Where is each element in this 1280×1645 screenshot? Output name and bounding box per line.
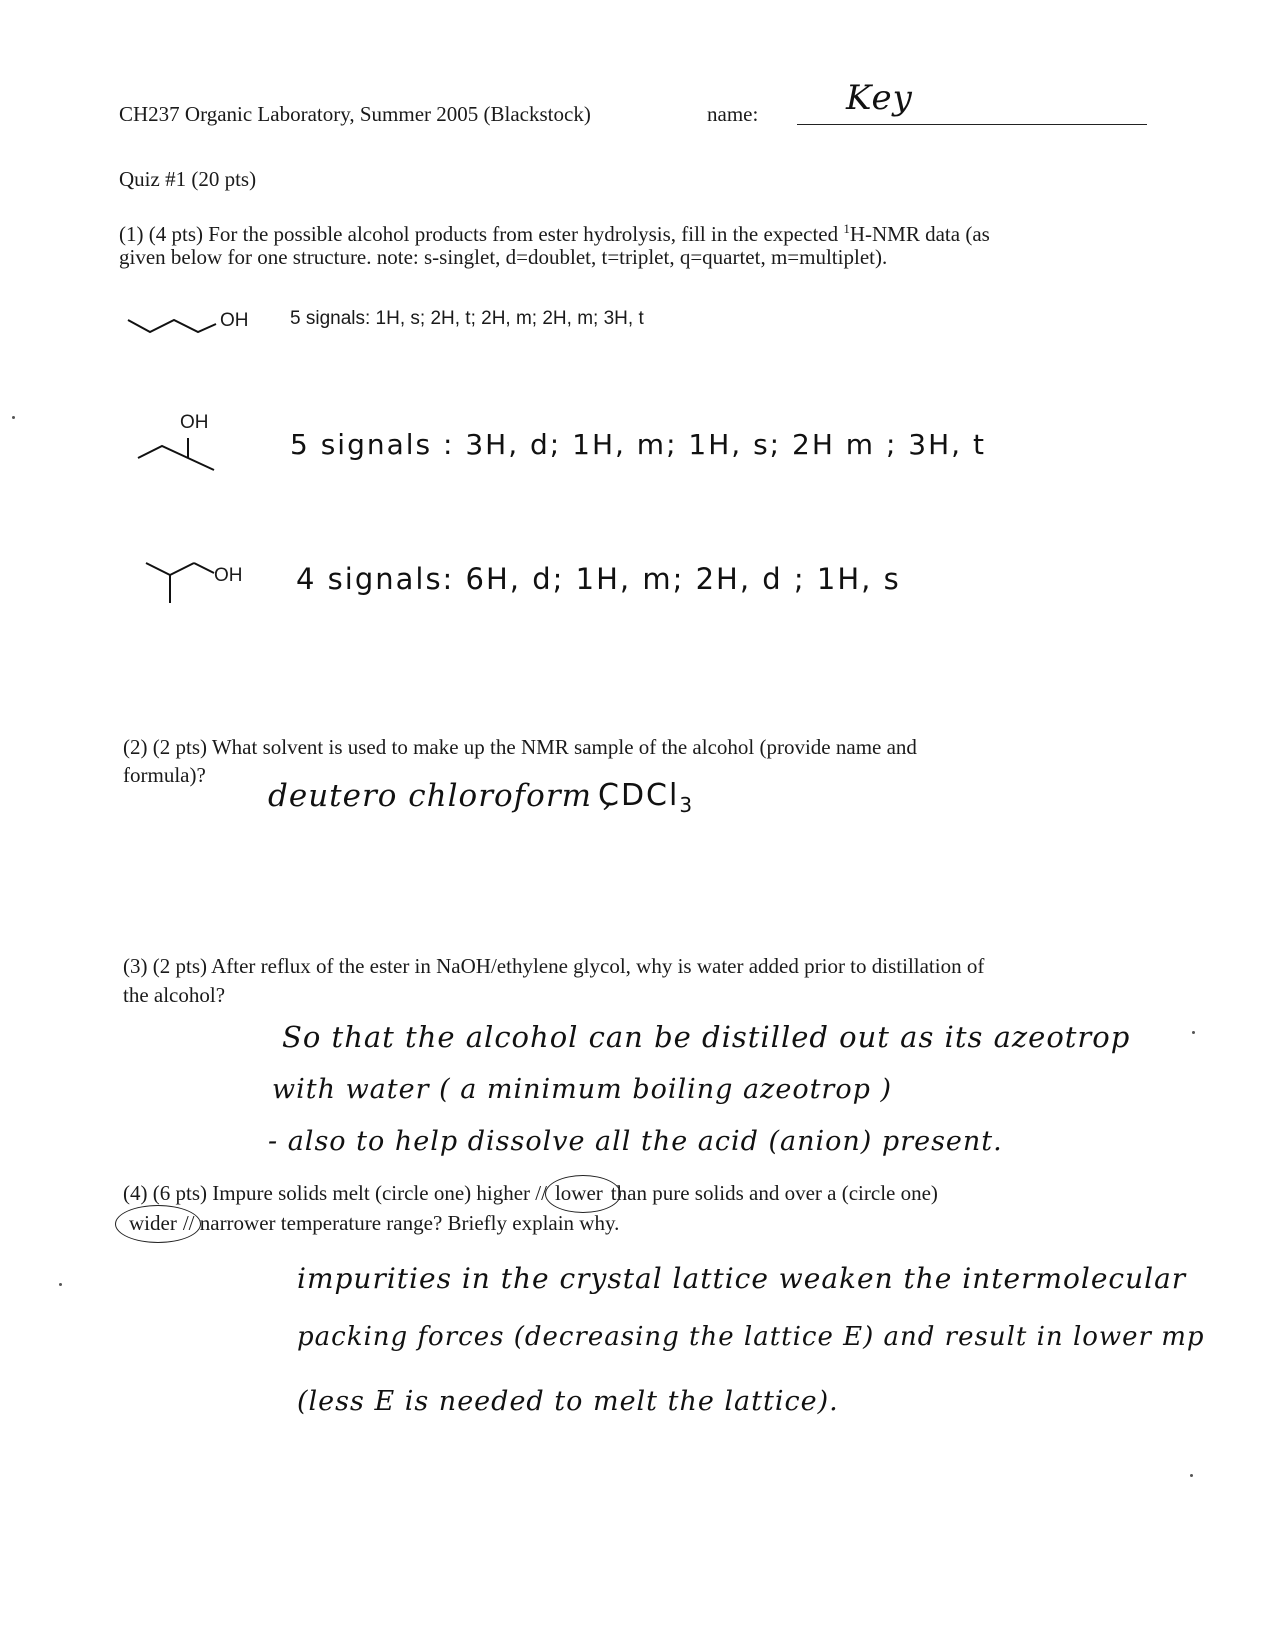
scan-speck (59, 1283, 62, 1286)
scan-speck (1190, 1474, 1193, 1477)
q3-answer-line2: with water ( a minimum boiling azeotrop ) (272, 1074, 892, 1105)
q2-answer-name: deutero chloroform , (268, 778, 614, 814)
q2-text-line2: formula)? (123, 763, 206, 787)
q4-text-line2 (123, 1210, 619, 1236)
structure-2-oh-label: OH (180, 412, 209, 433)
q1-text-line2: given below for one structure. note: s-singlet, d=doublet, t=triplet, q=quartet, m=multiplet). (119, 245, 888, 269)
course-title: CH237 Organic Laboratory, Summer 2005 (Blackstock) (119, 102, 591, 126)
q3-text-line2: the alcohol? (123, 983, 226, 1007)
structure-2-skeleton (130, 428, 230, 473)
structure-3-oh-label: OH (214, 565, 243, 586)
q4-text-line1 (123, 1180, 938, 1206)
q2-answer-formula-wrap (598, 778, 694, 817)
q4-text-part-b: than pure solids and over a (circle one) (610, 1181, 938, 1205)
q4-answer-line2: packing forces (decreasing the lattice E) and result in lower mp (297, 1322, 1205, 1352)
structure-1-oh-label: OH (220, 310, 249, 331)
q3-answer-line1: So that the alcohol can be distilled out as its azeotrop (282, 1020, 1131, 1054)
q4-option-wider (123, 1211, 183, 1235)
q4-circle-wider (115, 1205, 201, 1243)
q4-text-part-b2: // narrower temperature range? Briefly explain why. (182, 1211, 620, 1235)
structure-2-answer: 5 signals : 3H, d; 1H, m; 1H, s; 2H m ; 3H, t (290, 428, 986, 461)
q4-option-lower-text: lower (554, 1181, 603, 1205)
name-label: name: (707, 102, 759, 126)
q4-text-part-a: (4) (6 pts) Impure solids melt (circle one) higher // (123, 1181, 547, 1205)
q4-answer-line3: (less E is needed to melt the lattice). (297, 1386, 839, 1417)
q4-option-lower (547, 1181, 611, 1205)
q1-superscript: 1 (843, 221, 850, 236)
structure-3-answer: 4 signals: 6H, d; 1H, m; 2H, d ; 1H, s (296, 562, 901, 596)
name-value: Key (846, 78, 913, 118)
q2-text-line1: (2) (2 pts) What solvent is used to make up the NMR sample of the alcohol (provide name and (123, 735, 917, 759)
q4-option-wider-text: wider (129, 1211, 177, 1235)
q3-text-line1: (3) (2 pts) After reflux of the ester in NaOH/ethylene glycol, why is water added prior to distillation of (123, 954, 985, 978)
q2-answer-formula: CDCl (598, 778, 680, 813)
quiz-title: Quiz #1 (20 pts) (119, 167, 257, 191)
q1-text-part-a: (1) (4 pts) For the possible alcohol products from ester hydrolysis, fill in the expected (119, 222, 844, 246)
q4-circle-lower (545, 1175, 621, 1213)
name-underline (797, 124, 1147, 125)
structure-1-skeleton (120, 310, 230, 340)
scan-speck (1192, 1031, 1195, 1034)
structure-1-answer: 5 signals: 1H, s; 2H, t; 2H, m; 2H, m; 3H, t (290, 308, 644, 329)
q2-answer-subscript: 3 (679, 793, 695, 817)
q4-answer-line1: impurities in the crystal lattice weaken the intermolecular (297, 1262, 1187, 1295)
q1-text-line1 (119, 216, 990, 247)
scan-speck (12, 416, 15, 419)
q1-text-part-b: H-NMR data (as (849, 222, 990, 246)
q3-answer-line3: - also to help dissolve all the acid (anion) present. (268, 1126, 1003, 1157)
